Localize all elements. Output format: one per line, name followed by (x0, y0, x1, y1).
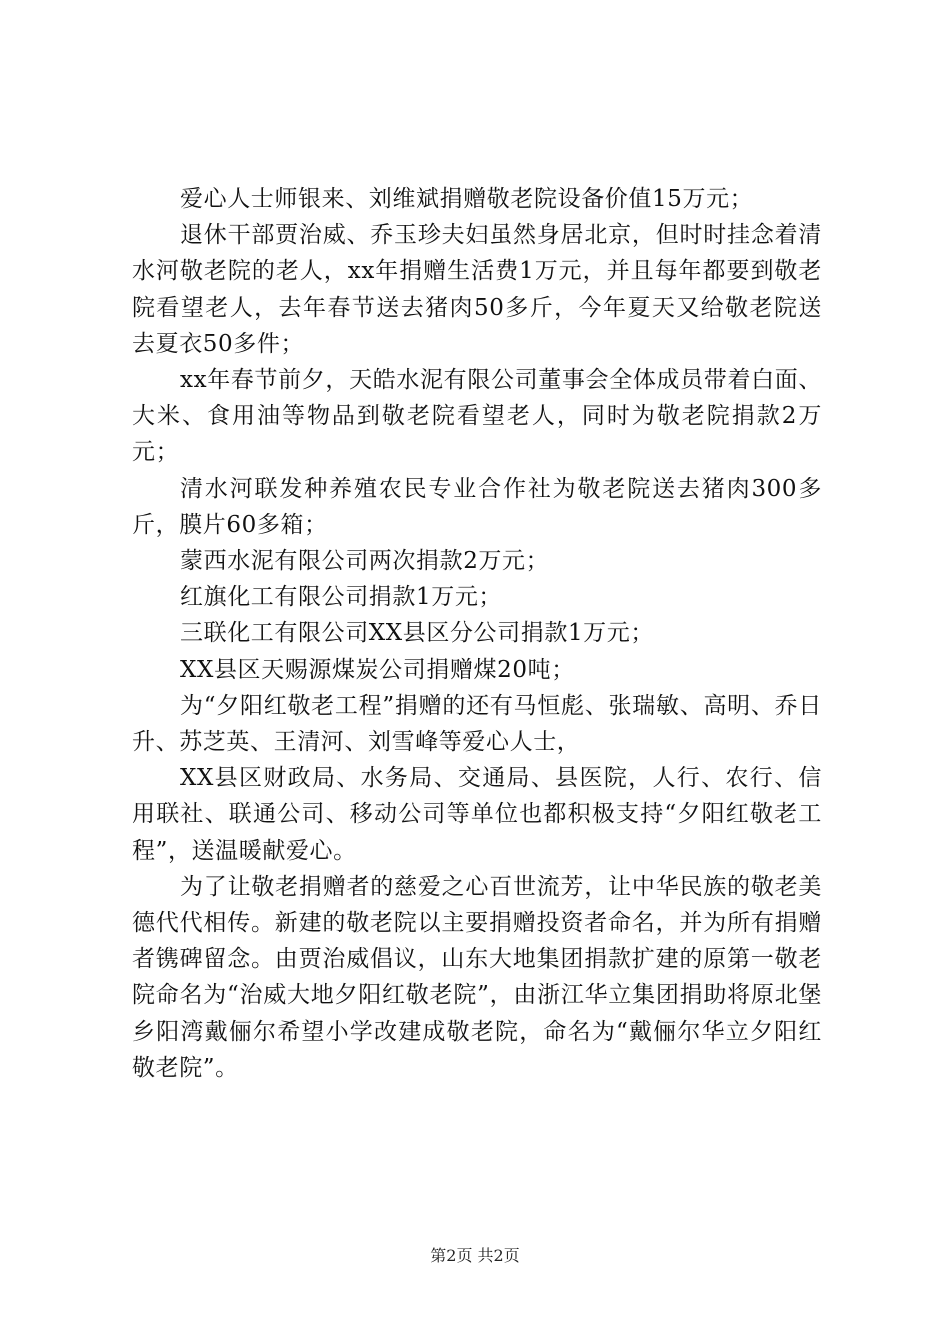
paragraph: 三联化工有限公司XX县区分公司捐款1万元； (180, 620, 654, 647)
document-body (132, 181, 822, 1086)
page-footer (0, 1243, 950, 1266)
paragraph: 红旗化工有限公司捐款1万元； (180, 584, 503, 611)
paragraph: XX县区财政局、水务局、交通局、县医院，人行、农行、信用联社、联通公司、移动公司等单位也都积极支持“夕阳红敬老工程”，送温暖献爱心。 (132, 765, 822, 864)
paragraph: 清水河联发种养殖农民专业合作社为敬老院送去猪肉300多斤，膜片60多箱； (132, 475, 822, 538)
paragraph: 为了让敬老捐赠者的慈爱之心百世流芳，让中华民族的敬老美德代代相传。新建的敬老院以主要捐赠投资者命名，并为所有捐赠者镌碑留念。由贾治威倡议，山东大地集团捐款扩建的原第一敬老院命名为“治威大地夕阳红敬老院”，由浙江华立集团捐助将原北堡乡阳湾戴俪尔希望小学改建成敬老院，命名为“戴俪尔华立夕阳红敬老院”。 (132, 873, 822, 1081)
paragraph: 为“夕阳红敬老工程”捐赠的还有马恒彪、张瑞敏、高明、乔日升、苏芝英、王清河、刘雪峰等爱心人士， (132, 692, 822, 756)
paragraph: XX县区天赐源煤炭公司捐赠煤20吨； (180, 656, 575, 683)
paragraph: 退休干部贾治威、乔玉珍夫妇虽然身居北京，但时时挂念着清水河敬老院的老人，xx年捐赠生活费1万元，并且每年都要到敬老院看望老人，去年春节送去猪肉50多斤，今年夏天又给敬老院送去夏衣50多件； (132, 222, 822, 357)
page-number-label: 第2页 共2页 (430, 1246, 520, 1265)
paragraph: 爱心人士师银来、刘维斌捐赠敬老院设备价值15万元； (180, 186, 754, 212)
paragraph: 蒙西水泥有限公司两次捐款2万元； (180, 548, 550, 575)
paragraph: xx年春节前夕，天皓水泥有限公司董事会全体成员带着白面、大米、食用油等物品到敬老院看望老人，同时为敬老院捐款2万元； (132, 367, 822, 466)
